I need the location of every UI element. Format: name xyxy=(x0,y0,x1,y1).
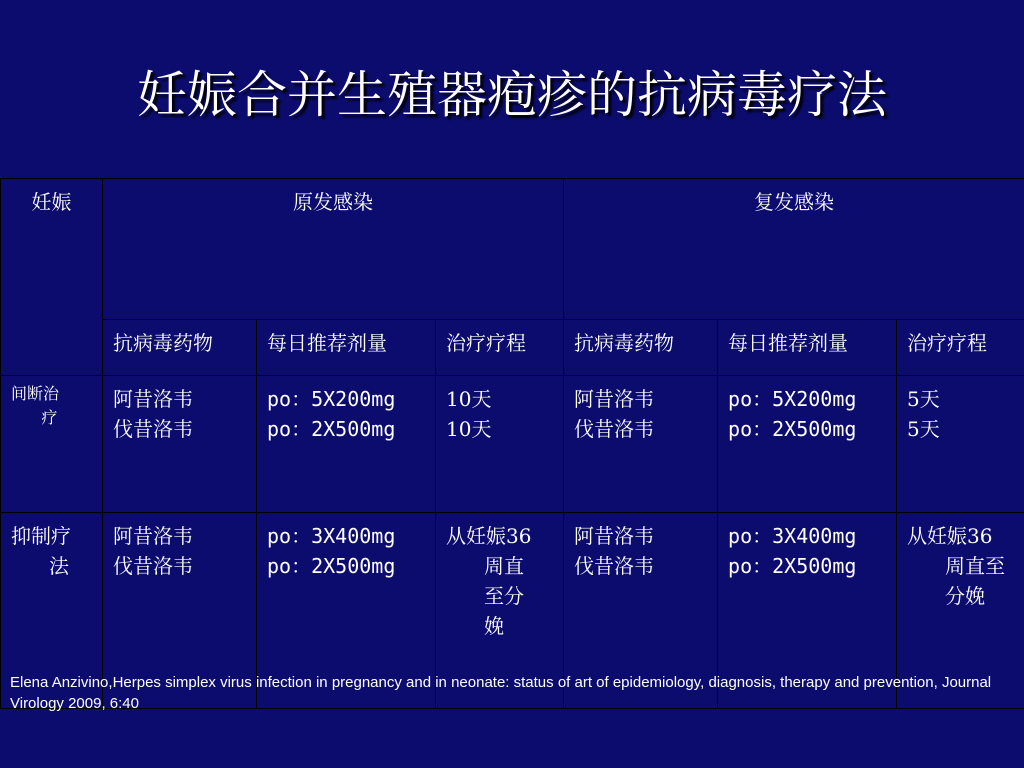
subheader-course-primary: 治疗疗程 xyxy=(436,320,564,376)
drug-name: 伐昔洛韦 xyxy=(113,554,193,578)
course-value: 10天 xyxy=(446,417,492,441)
drug-name: 阿昔洛韦 xyxy=(113,387,193,411)
course-value: 从妊娠36 xyxy=(446,524,532,548)
course-value: 10天 xyxy=(446,387,492,411)
dose-value: po：2X500mg xyxy=(728,417,857,441)
course-value: 5天 xyxy=(907,387,940,411)
course-value: 至分 xyxy=(484,584,524,608)
dose-value: po：3X400mg xyxy=(267,524,396,548)
drug-name: 伐昔洛韦 xyxy=(113,417,193,441)
corner-header-cell xyxy=(1,179,103,376)
dose-value: po：5X200mg xyxy=(267,387,396,411)
row-label-line: 法 xyxy=(49,554,69,578)
drug-name: 伐昔洛韦 xyxy=(574,554,655,578)
cell-recurrent-dose xyxy=(718,376,897,513)
subheader-dose-primary: 每日推荐剂量 xyxy=(257,320,436,376)
drug-name: 阿昔洛韦 xyxy=(574,387,655,411)
cell-recurrent-course xyxy=(897,376,1024,513)
cell-primary-course xyxy=(436,376,564,513)
course-value: 5天 xyxy=(907,417,940,441)
recurrent-infection-header-cell xyxy=(564,179,1024,320)
subheader-drug-recurrent: 抗病毒药物 xyxy=(564,320,718,376)
course-value: 分娩 xyxy=(945,584,986,608)
cell-primary-dose xyxy=(257,376,436,513)
corner-header: 妊娠 xyxy=(31,190,72,214)
row-label-intermittent xyxy=(1,376,103,513)
drug-name: 阿昔洛韦 xyxy=(574,524,655,548)
subheader-drug-primary: 抗病毒药物 xyxy=(103,320,257,376)
subheader-course-recurrent: 治疗疗程 xyxy=(897,320,1024,376)
therapy-table xyxy=(0,178,1024,709)
row-label-line: 疗 xyxy=(41,408,58,427)
subheader-dose-recurrent: 每日推荐剂量 xyxy=(718,320,897,376)
drug-name: 伐昔洛韦 xyxy=(574,417,655,441)
dose-value: po：2X500mg xyxy=(267,417,396,441)
cell-primary-drug xyxy=(103,376,257,513)
dose-value: po：2X500mg xyxy=(267,554,396,578)
primary-infection-header: 原发感染 xyxy=(293,190,374,214)
slide-title: 妊娠合并生殖器疱疹的抗病毒疗法 xyxy=(137,66,887,124)
table-row-intermittent xyxy=(1,376,1024,513)
recurrent-infection-header: 复发感染 xyxy=(754,190,835,214)
course-value: 周直至 xyxy=(945,554,1006,578)
dose-value: po：5X200mg xyxy=(728,387,857,411)
row-label-line: 间断治 xyxy=(11,384,60,403)
course-value: 从妊娠36 xyxy=(907,524,993,548)
row-label-line: 抑制疗 xyxy=(11,524,71,548)
course-value: 周直 xyxy=(484,554,524,578)
table-header-row xyxy=(1,179,1024,320)
course-value: 娩 xyxy=(484,614,504,638)
drug-name: 阿昔洛韦 xyxy=(113,524,193,548)
dose-value: po：3X400mg xyxy=(728,524,857,548)
table-subheader-row xyxy=(1,320,1024,376)
cell-recurrent-drug xyxy=(564,376,718,513)
dose-value: po：2X500mg xyxy=(728,554,857,578)
primary-infection-header-cell xyxy=(103,179,564,320)
citation-text: Elena Anzivino,Herpes simplex virus infection in pregnancy and in neonate: status of art of epidemiology, diagnosis, therapy and prevention, Journal Virology 2009, 6:40 xyxy=(10,674,992,712)
